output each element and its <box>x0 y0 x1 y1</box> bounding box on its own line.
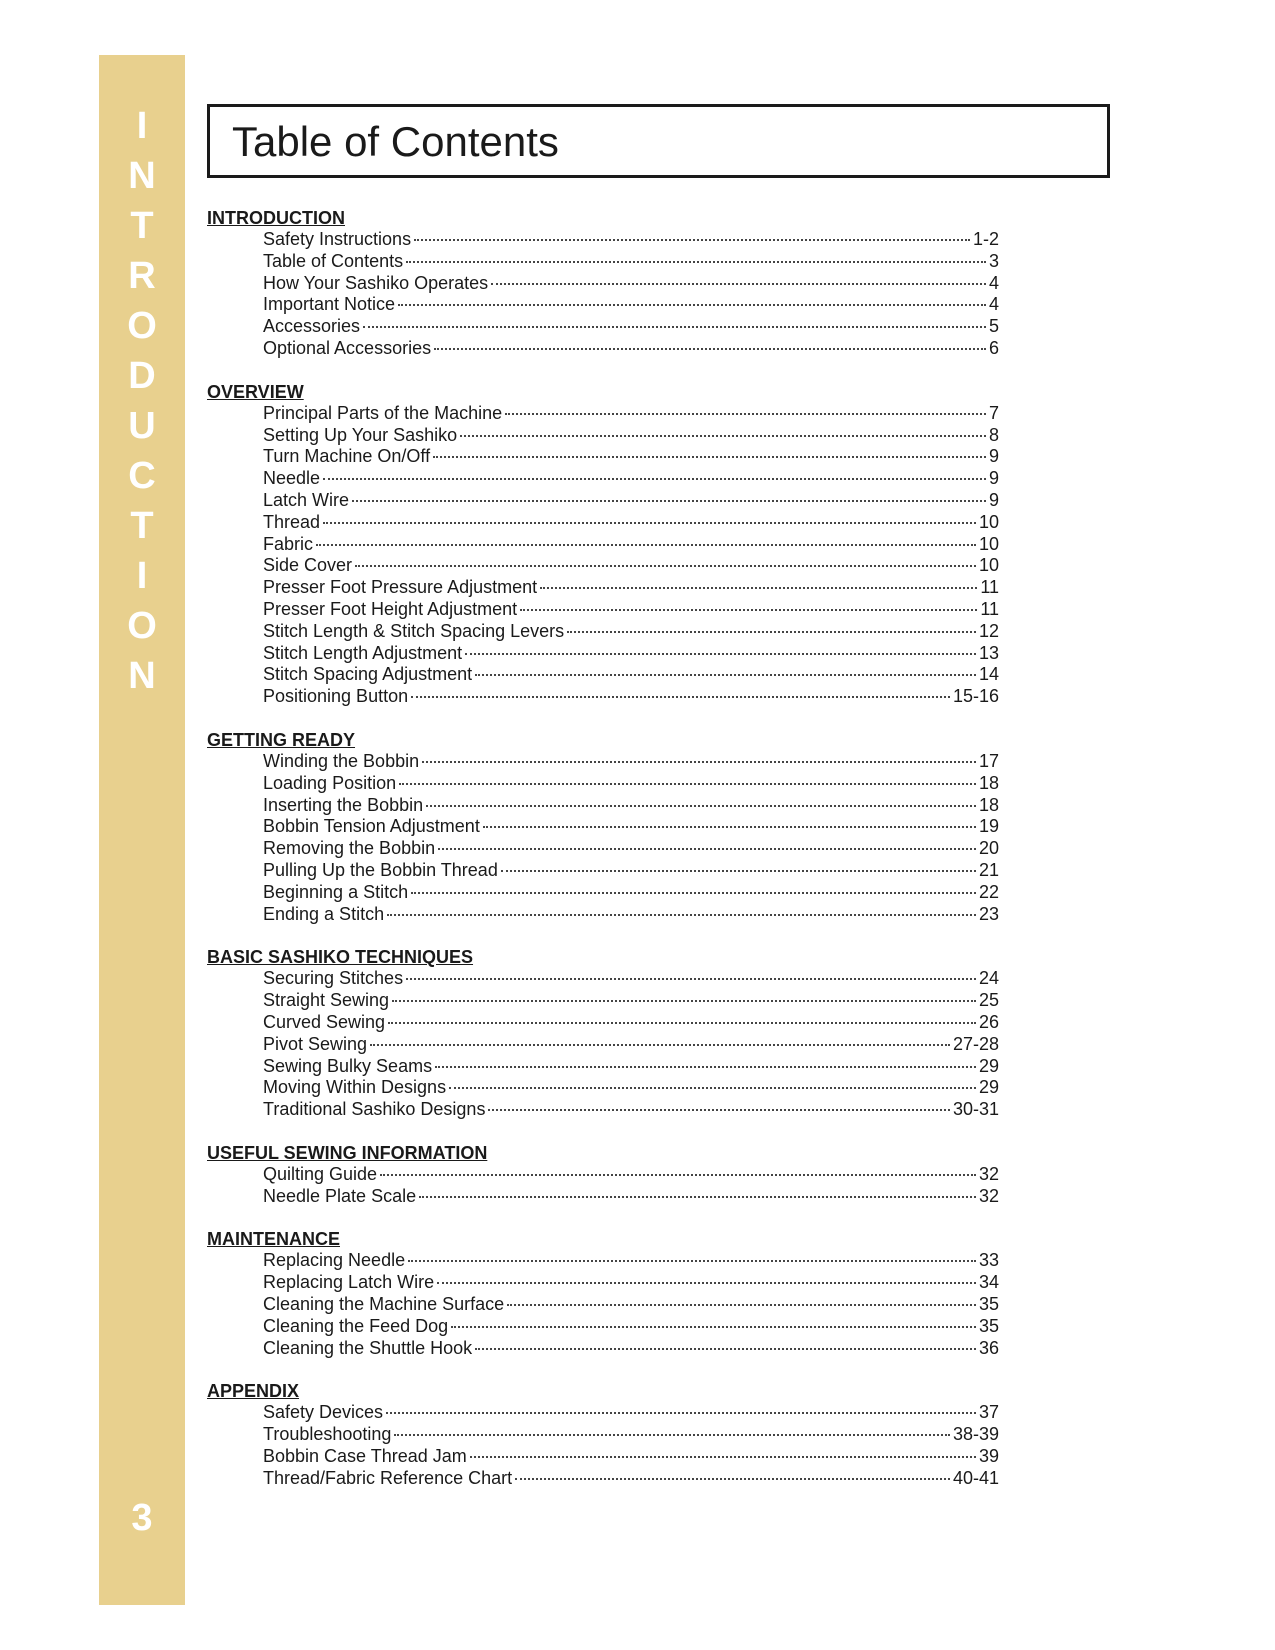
toc-entry <box>263 621 999 643</box>
toc-entry-page: 20 <box>978 838 999 859</box>
section-tab-letter: N <box>128 155 156 197</box>
toc-entry <box>263 1186 999 1208</box>
toc-entry-page: 10 <box>978 511 999 532</box>
toc-entry-page: 11 <box>980 577 999 598</box>
dot-leader <box>394 1434 950 1436</box>
section-tab-letter: I <box>136 555 148 597</box>
dot-leader <box>483 826 976 828</box>
dot-leader <box>411 696 950 698</box>
title-box <box>207 104 1110 178</box>
toc-entry <box>263 316 999 338</box>
section-tab-letter: U <box>128 405 156 447</box>
toc-entry-page: 32 <box>978 1185 999 1206</box>
toc-entry <box>263 882 999 904</box>
page-number: 3 <box>131 1497 153 1539</box>
dot-leader <box>451 1326 976 1328</box>
toc-entry-page: 7 <box>988 402 999 423</box>
dot-leader <box>491 283 986 285</box>
dot-leader <box>316 544 976 546</box>
toc-entry-label: Moving Within Designs <box>263 1077 447 1098</box>
toc-entry-label: Principal Parts of the Machine <box>263 402 503 423</box>
dot-leader <box>352 500 986 502</box>
toc-entry <box>263 686 999 708</box>
dot-leader <box>398 304 986 306</box>
toc-entry-page: 10 <box>978 533 999 554</box>
toc-entry <box>263 816 999 838</box>
section-heading: MAINTENANCE <box>207 1229 340 1250</box>
toc-entry <box>263 1164 999 1186</box>
toc-entry-label: Securing Stitches <box>263 968 404 989</box>
toc-entry-page: 13 <box>978 642 999 663</box>
section-tab-letter: C <box>128 455 156 497</box>
toc-entry <box>263 534 999 556</box>
toc-entry <box>263 1077 999 1099</box>
dot-leader <box>399 783 976 785</box>
toc-entry <box>263 512 999 534</box>
toc-entry <box>263 599 999 621</box>
toc-entry-label: Presser Foot Height Adjustment <box>263 598 518 619</box>
toc-entry-label: Bobbin Case Thread Jam <box>263 1446 467 1467</box>
toc-entry-page: 12 <box>978 620 999 641</box>
dot-leader <box>567 631 976 633</box>
dot-leader <box>380 1174 976 1176</box>
toc-entry-label: Removing the Bobbin <box>263 838 436 859</box>
toc-entry-label: Safety Devices <box>263 1402 384 1423</box>
toc-entry-label: Thread <box>263 511 321 532</box>
toc-entry-page: 9 <box>988 468 999 489</box>
section-heading: BASIC SASHIKO TECHNIQUES <box>207 947 474 968</box>
toc-entry-label: Positioning Button <box>263 686 409 707</box>
section-tab-letter: I <box>136 105 148 147</box>
toc-entry-page: 23 <box>978 903 999 924</box>
toc-entry-page: 21 <box>978 859 999 880</box>
dot-leader <box>411 892 976 894</box>
dot-leader <box>540 587 977 589</box>
toc-entry-label: Curved Sewing <box>263 1011 386 1032</box>
dot-leader <box>422 761 976 763</box>
toc-entry <box>263 294 999 316</box>
toc-entry-label: Thread/Fabric Reference Chart <box>263 1467 513 1488</box>
toc-entry <box>263 773 999 795</box>
toc-entry <box>263 468 999 490</box>
dot-leader <box>370 1044 950 1046</box>
toc-entry <box>263 1316 999 1338</box>
toc-entry-label: Presser Foot Pressure Adjustment <box>263 577 538 598</box>
toc-entry-page: 4 <box>988 272 999 293</box>
toc-entry-label: Loading Position <box>263 772 397 793</box>
toc-entry-page: 29 <box>978 1055 999 1076</box>
toc-section <box>207 1228 999 1359</box>
toc-section <box>207 207 999 360</box>
toc-entry-label: Accessories <box>263 316 361 337</box>
toc-entry-label: Latch Wire <box>263 489 350 510</box>
toc-entry <box>263 229 999 251</box>
toc-entry-label: Winding the Bobbin <box>263 750 420 771</box>
toc-entry-page: 3 <box>988 250 999 271</box>
toc-entry-page: 6 <box>988 337 999 358</box>
toc-entry-page: 15-16 <box>952 686 999 707</box>
dot-leader <box>406 978 976 980</box>
dot-leader <box>465 653 976 655</box>
toc-entry-page: 35 <box>978 1294 999 1315</box>
dot-leader <box>460 435 986 437</box>
toc-entry <box>263 577 999 599</box>
toc-entry-label: Fabric <box>263 533 314 554</box>
toc-entry <box>263 338 999 360</box>
dot-leader <box>470 1456 976 1458</box>
toc-entry-page: 8 <box>988 424 999 445</box>
toc-entry-label: Replacing Needle <box>263 1250 406 1271</box>
table-of-contents <box>207 207 999 1511</box>
toc-entry <box>263 990 999 1012</box>
toc-section <box>207 381 999 708</box>
toc-entry-page: 30-31 <box>952 1099 999 1120</box>
toc-entry-page: 18 <box>978 794 999 815</box>
toc-entry-label: Bobbin Tension Adjustment <box>263 816 480 837</box>
section-tab-letter: T <box>130 505 154 547</box>
toc-entry-page: 11 <box>980 598 999 619</box>
section-side-tab <box>99 55 185 1605</box>
toc-entry-page: 4 <box>988 294 999 315</box>
toc-entry <box>263 968 999 990</box>
toc-entry <box>263 251 999 273</box>
section-heading: APPENDIX <box>207 1381 300 1402</box>
toc-entry-page: 10 <box>978 555 999 576</box>
toc-entry-label: Cleaning the Machine Surface <box>263 1294 505 1315</box>
toc-entry-label: Important Notice <box>263 294 396 315</box>
toc-entry <box>263 1056 999 1078</box>
dot-leader <box>408 1260 976 1262</box>
toc-entry-page: 17 <box>978 750 999 771</box>
dot-leader <box>449 1087 976 1089</box>
toc-entry-label: Replacing Latch Wire <box>263 1272 435 1293</box>
dot-leader <box>406 261 986 263</box>
toc-entry <box>263 664 999 686</box>
toc-entry-label: Setting Up Your Sashiko <box>263 424 458 445</box>
toc-entry <box>263 643 999 665</box>
toc-entry <box>263 838 999 860</box>
toc-entry <box>263 555 999 577</box>
section-heading: GETTING READY <box>207 729 356 750</box>
dot-leader <box>414 239 970 241</box>
toc-entry <box>263 795 999 817</box>
toc-entry-page: 38-39 <box>952 1424 999 1445</box>
dot-leader <box>475 674 976 676</box>
toc-entry-page: 18 <box>978 772 999 793</box>
toc-entry-label: Needle <box>263 468 321 489</box>
toc-entry-label: Table of Contents <box>263 250 404 271</box>
toc-entry-page: 9 <box>988 489 999 510</box>
dot-leader <box>387 914 976 916</box>
toc-entry-label: Sewing Bulky Seams <box>263 1055 433 1076</box>
toc-entry-label: Optional Accessories <box>263 337 432 358</box>
toc-entry <box>263 751 999 773</box>
dot-leader <box>507 1304 976 1306</box>
toc-entry <box>263 1446 999 1468</box>
toc-entry-page: 22 <box>978 881 999 902</box>
section-tab-letter: O <box>127 605 157 647</box>
dot-leader <box>323 478 986 480</box>
dot-leader <box>505 413 986 415</box>
dot-leader <box>392 1000 976 1002</box>
toc-entry <box>263 403 999 425</box>
toc-entry-label: Beginning a Stitch <box>263 881 409 902</box>
toc-section <box>207 1142 999 1208</box>
toc-entry-page: 29 <box>978 1077 999 1098</box>
page-title: Table of Contents <box>232 118 559 165</box>
toc-entry-label: Needle Plate Scale <box>263 1185 417 1206</box>
section-tab-letter: O <box>127 305 157 347</box>
toc-entry-page: 37 <box>978 1402 999 1423</box>
toc-entry-label: Pulling Up the Bobbin Thread <box>263 859 498 880</box>
toc-entry-label: Safety Instructions <box>263 229 412 249</box>
toc-entry <box>263 1250 999 1272</box>
section-tab-label <box>99 101 185 701</box>
toc-entry-page: 14 <box>978 664 999 685</box>
toc-entry-label: Stitch Length & Stitch Spacing Levers <box>263 620 565 641</box>
section-heading: USEFUL SEWING INFORMATION <box>207 1142 488 1163</box>
toc-entry <box>263 1034 999 1056</box>
toc-entry-page: 19 <box>978 816 999 837</box>
dot-leader <box>363 326 986 328</box>
toc-entry <box>263 446 999 468</box>
toc-entry-label: Straight Sewing <box>263 990 390 1011</box>
dot-leader <box>434 348 986 350</box>
toc-entry-page: 32 <box>978 1163 999 1184</box>
toc-entry <box>263 1338 999 1360</box>
toc-entry-page: 1-2 <box>972 229 999 249</box>
toc-entry <box>263 904 999 926</box>
toc-entry <box>263 1468 999 1490</box>
dot-leader <box>355 565 976 567</box>
dot-leader <box>488 1109 950 1111</box>
dot-leader <box>388 1022 976 1024</box>
toc-entry <box>263 1012 999 1034</box>
toc-entry <box>263 1402 999 1424</box>
toc-entry-label: Quilting Guide <box>263 1163 378 1184</box>
toc-entry-label: Cleaning the Feed Dog <box>263 1315 449 1336</box>
dot-leader <box>433 456 986 458</box>
toc-entry-page: 39 <box>978 1446 999 1467</box>
section-tab-letter: T <box>130 205 154 247</box>
dot-leader <box>426 805 976 807</box>
toc-entry <box>263 490 999 512</box>
toc-entry-label: How Your Sashiko Operates <box>263 272 489 293</box>
toc-entry-label: Side Cover <box>263 555 353 576</box>
dot-leader <box>520 609 977 611</box>
toc-section <box>207 946 999 1121</box>
toc-entry-page: 24 <box>978 968 999 989</box>
toc-entry-page: 26 <box>978 1011 999 1032</box>
toc-entry <box>263 860 999 882</box>
section-heading: INTRODUCTION <box>207 208 345 228</box>
dot-leader <box>438 848 976 850</box>
toc-entry-label: Inserting the Bobbin <box>263 794 424 815</box>
dot-leader <box>437 1282 976 1284</box>
toc-entry-page: 27-28 <box>952 1033 999 1054</box>
toc-section <box>207 729 999 925</box>
toc-entry-label: Cleaning the Shuttle Hook <box>263 1337 473 1358</box>
toc-entry-label: Troubleshooting <box>263 1424 392 1445</box>
toc-entry-label: Stitch Length Adjustment <box>263 642 463 663</box>
section-tab-letter: N <box>128 655 156 697</box>
toc-entry <box>263 1294 999 1316</box>
toc-entry-page: 34 <box>978 1272 999 1293</box>
toc-entry <box>263 273 999 295</box>
section-heading: OVERVIEW <box>207 381 304 402</box>
toc-entry <box>263 1424 999 1446</box>
toc-entry-page: 33 <box>978 1250 999 1271</box>
section-tab-letter: D <box>128 355 156 397</box>
dot-leader <box>323 522 976 524</box>
toc-entry <box>263 1099 999 1121</box>
section-tab-letter: R <box>128 255 156 297</box>
toc-entry-page: 9 <box>988 446 999 467</box>
toc-entry-label: Ending a Stitch <box>263 903 385 924</box>
toc-entry-label: Stitch Spacing Adjustment <box>263 664 473 685</box>
toc-entry <box>263 425 999 447</box>
dot-leader <box>386 1412 976 1414</box>
toc-entry-page: 25 <box>978 990 999 1011</box>
dot-leader <box>515 1478 950 1480</box>
toc-entry-label: Turn Machine On/Off <box>263 446 431 467</box>
dot-leader <box>501 870 976 872</box>
toc-entry-page: 35 <box>978 1315 999 1336</box>
dot-leader <box>419 1196 976 1198</box>
toc-entry <box>263 1272 999 1294</box>
toc-entry-page: 5 <box>988 316 999 337</box>
toc-entry-page: 36 <box>978 1337 999 1358</box>
toc-entry-label: Pivot Sewing <box>263 1033 368 1054</box>
dot-leader <box>435 1066 976 1068</box>
toc-entry-label: Traditional Sashiko Designs <box>263 1099 486 1120</box>
toc-entry-page: 40-41 <box>952 1467 999 1488</box>
dot-leader <box>475 1348 976 1350</box>
toc-section <box>207 1380 999 1489</box>
